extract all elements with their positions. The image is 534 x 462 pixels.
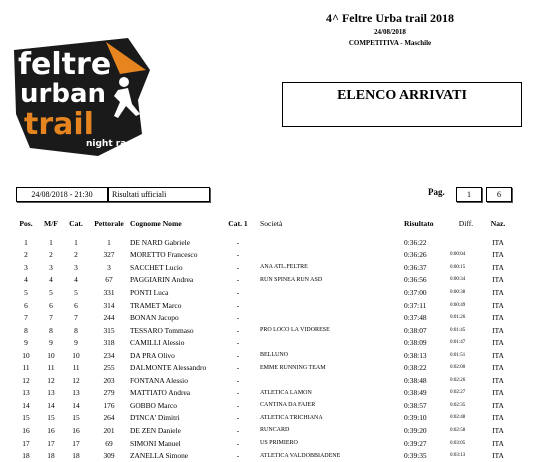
table-row [14,449,514,462]
cell-risultato: 0:36:22 [404,237,427,247]
cell-nome: TRAMET Marco [130,300,182,310]
col-cat: Cat. [69,219,83,228]
cell-societa [260,311,404,324]
table-row [14,374,514,387]
col-naz: Naz. [490,219,506,228]
cell-pettorale: 315 [103,325,115,335]
cell-pos: 8 [24,325,28,335]
cell-cat: 16 [72,425,80,435]
cell-risultato: 0:37:48 [404,313,427,323]
cell-pos: 17 [22,438,30,448]
table-header-row [14,219,514,236]
cell-pos: 6 [24,300,28,310]
cell-cat: 6 [74,300,78,310]
cell-naz: ITA [492,275,504,285]
cell-pettorale: 244 [103,313,115,323]
cell-naz: ITA [492,363,504,373]
cell-societa: US PRIMIERO [260,440,298,447]
cell-mf: 2 [49,250,53,260]
cell-naz: ITA [492,425,504,435]
cell-naz: ITA [492,250,504,260]
cell-nome: D'INCA' Dimitri [130,413,180,423]
cell-cat1: - [236,438,240,448]
cell-cat: 15 [72,413,80,423]
table-row [14,361,514,374]
cell-naz: ITA [492,400,504,410]
cell-risultato: 0:38:07 [404,325,427,335]
cell-cat1: - [236,300,240,310]
cell-societa [260,374,404,387]
col-mf: M/F [44,219,58,228]
table-row [14,249,514,262]
cell-nome: ZANELLA Simone [130,451,189,461]
cell-pettorale: 203 [103,375,115,385]
cell-diff: 0:01:26 [450,315,466,321]
logo-word-trail: trail [24,107,94,142]
cell-nome: SACCHET Lucio [130,262,183,272]
col-pettorale: Pettorale [94,219,124,228]
cell-naz: ITA [492,375,504,385]
cell-mf: 5 [49,287,53,297]
cell-cat: 14 [72,400,80,410]
cell-cat: 13 [72,388,80,398]
cell-risultato: 0:39:20 [404,425,427,435]
table-row [14,349,514,362]
cell-nome: DE ZEN Daniele [130,425,181,435]
cell-pos: 12 [22,375,30,385]
cell-cat: 4 [74,275,78,285]
table-row [14,274,514,287]
cell-mf: 7 [49,313,53,323]
cell-nome: GOBBO Marco [130,400,178,410]
table-row [14,311,514,324]
col-diff: Diff. [458,219,474,228]
cell-diff: 0:03:05 [450,440,466,446]
cell-risultato: 0:37:00 [404,287,427,297]
col-risultato: Risultato [404,219,434,228]
cell-pettorale: 67 [105,275,113,285]
cell-risultato: 0:38:09 [404,338,427,348]
cell-cat: 11 [72,363,80,373]
cell-mf: 1 [49,237,53,247]
table-row [14,412,514,425]
col-cat1: Cat. 1 [228,219,248,228]
cell-mf: 13 [47,388,55,398]
cell-nome: PONTI Luca [130,287,169,297]
cell-risultato: 0:39:35 [404,451,427,461]
cell-cat1: - [236,325,240,335]
cell-pettorale: 331 [103,287,115,297]
cell-societa [260,236,404,249]
cell-naz: ITA [492,413,504,423]
cell-cat: 7 [74,313,78,323]
cell-diff: 0:00:49 [450,302,466,308]
cell-diff: 0:02:27 [450,390,466,396]
cell-pos: 14 [22,400,30,410]
cell-naz: ITA [492,438,504,448]
cell-naz: ITA [492,300,504,310]
cell-cat1: - [236,262,240,272]
cell-risultato: 0:36:56 [404,275,427,285]
cell-naz: ITA [492,262,504,272]
cell-pettorale: 327 [103,250,115,260]
cell-pos: 10 [22,350,30,360]
cell-naz: ITA [492,338,504,348]
cell-cat1: - [236,400,240,410]
table-row [14,424,514,437]
page-total-field: 6 [486,187,512,202]
cell-nome: BONAN Jacopo [130,313,179,323]
cell-diff: 0:00:15 [450,264,466,270]
table-row [14,399,514,412]
cell-societa [260,336,404,349]
cell-cat: 1 [74,237,78,247]
cell-pos: 3 [24,262,28,272]
cell-pettorale: 264 [103,413,115,423]
cell-risultato: 0:38:49 [404,388,427,398]
logo-tagline: night race [86,139,138,149]
table-row [14,261,514,274]
cell-diff: 0:01:47 [450,340,466,346]
cell-mf: 8 [49,325,53,335]
cell-nome: PAGGIARIN Andrea [130,275,194,285]
event-category: COMPETITIVA - Maschile [348,39,432,47]
cell-diff: 0:02:48 [450,415,466,421]
cell-mf: 14 [47,400,55,410]
cell-naz: ITA [492,451,504,461]
cell-cat1: - [236,350,240,360]
cell-pos: 4 [24,275,28,285]
cell-pos: 18 [22,451,30,461]
cell-cat: 3 [74,262,78,272]
cell-pettorale: 69 [105,438,113,448]
cell-diff: 0:01:45 [450,327,466,333]
cell-naz: ITA [492,350,504,360]
table-row [14,299,514,312]
table-row [14,387,514,400]
cell-nome: DE NARD Gabriele [130,237,190,247]
cell-risultato: 0:39:27 [404,438,427,448]
table-row [14,324,514,337]
cell-cat1: - [236,250,240,260]
cell-societa: ANA ATL.FELTRE [260,264,308,271]
event-date: 24/08/2018 [374,28,406,36]
cell-cat1: - [236,287,240,297]
cell-cat1: - [236,425,240,435]
cell-diff: 0:02:00 [450,365,466,371]
cell-cat: 10 [72,350,80,360]
cell-pettorale: 314 [103,300,115,310]
cell-nome: DA PRA Olivo [130,350,175,360]
cell-societa [260,299,404,312]
cell-societa [260,286,404,299]
cell-diff: 0:01:51 [450,352,466,358]
cell-cat1: - [236,338,240,348]
cell-risultato: 0:38:13 [404,350,427,360]
cell-pos: 16 [22,425,30,435]
cell-pettorale: 279 [103,388,115,398]
cell-societa: ATLETICA LAMON [260,389,312,396]
cell-diff: 0:00:34 [450,277,466,283]
cell-pos: 5 [24,287,28,297]
cell-pettorale: 255 [103,363,115,373]
cell-cat: 8 [74,325,78,335]
cell-cat1: - [236,237,240,247]
cell-mf: 17 [47,438,55,448]
cell-cat: 18 [72,451,80,461]
cell-pos: 9 [24,338,28,348]
cell-mf: 16 [47,425,55,435]
cell-diff: 0:02:58 [450,427,466,433]
cell-risultato: 0:38:22 [404,363,427,373]
cell-risultato: 0:38:57 [404,400,427,410]
cell-societa: RUNCARD [260,427,290,434]
cell-cat: 17 [72,438,80,448]
cell-cat: 12 [72,375,80,385]
logo-word-urban: urban [20,79,106,109]
cell-diff: 0:02:26 [450,377,466,383]
cell-cat1: - [236,275,240,285]
cell-naz: ITA [492,287,504,297]
cell-pettorale: 3 [107,262,111,272]
report-title-box [282,82,522,127]
cell-naz: ITA [492,237,504,247]
event-title: 4^ Feltre Urba trail 2018 [325,11,455,25]
datetime-field: 24/08/2018 - 21:30 [16,187,108,202]
cell-mf: 15 [47,413,55,423]
cell-mf: 3 [49,262,53,272]
cell-naz: ITA [492,313,504,323]
cell-naz: ITA [492,388,504,398]
cell-pettorale: 309 [103,451,115,461]
cell-cat: 9 [74,338,78,348]
cell-mf: 4 [49,275,53,285]
cell-pos: 2 [24,250,28,260]
cell-pettorale: 234 [103,350,115,360]
col-nome: Cognome Nome [130,219,182,228]
cell-pos: 11 [22,363,30,373]
page-current-field: 1 [456,187,482,202]
feltre-urban-trail-logo [10,30,160,158]
cell-pos: 1 [24,237,28,247]
cell-pos: 13 [22,388,30,398]
cell-cat1: - [236,313,240,323]
cell-cat: 2 [74,250,78,260]
cell-diff: 0:00:38 [450,289,466,295]
results-table [14,219,514,462]
report-title: ELENCO ARRIVATI [337,88,467,103]
cell-societa: RUN SPINEA RUN ASD [260,276,323,283]
col-pos: Pos. [19,219,33,228]
cell-diff: 0:03:13 [450,453,466,459]
cell-risultato: 0:36:26 [404,250,427,260]
page-label: Pag. [428,187,445,197]
cell-societa: ATLETICA TRICHIANA [260,414,323,421]
cell-mf: 9 [49,338,53,348]
results-type-field: Risultati ufficiali [108,187,210,202]
cell-societa: EMME RUNNING TEAM [260,364,326,371]
cell-pos: 7 [24,313,28,323]
cell-mf: 18 [47,451,55,461]
cell-mf: 11 [47,363,55,373]
cell-nome: SIMONI Manuel [130,438,181,448]
cell-pettorale: 1 [107,237,111,247]
cell-nome: CAMILLI Alessio [130,338,185,348]
cell-nome: DALMONTE Alessandro [130,363,207,373]
cell-cat1: - [236,388,240,398]
cell-risultato: 0:36:37 [404,262,427,272]
cell-cat1: - [236,413,240,423]
table-row [14,236,514,249]
cell-risultato: 0:37:11 [404,300,427,310]
cell-diff: 0:00:04 [450,252,466,258]
cell-diff: 0:02:35 [450,402,466,408]
cell-risultato: 0:38:48 [404,375,427,385]
cell-societa: BELLUNO [260,352,288,359]
cell-societa: ATLETICA VALDOBBIADENE [260,452,341,459]
cell-societa: CANTINA DA FAJER [260,402,316,409]
cell-mf: 6 [49,300,53,310]
cell-cat1: - [236,375,240,385]
cell-risultato: 0:39:10 [404,413,427,423]
cell-societa: PRO LOCO LA VIDORESE [260,327,330,334]
logo-word-feltre: feltre [18,47,112,82]
cell-nome: TESSARO Tommaso [130,325,194,335]
cell-societa [260,249,404,262]
cell-pettorale: 176 [103,400,115,410]
cell-cat1: - [236,363,240,373]
table-row [14,286,514,299]
table-row [14,437,514,450]
cell-cat1: - [236,451,240,461]
cell-mf: 12 [47,375,55,385]
cell-pos: 15 [22,413,30,423]
cell-pettorale: 318 [103,338,115,348]
cell-mf: 10 [47,350,55,360]
col-societa: Società [260,219,283,228]
cell-cat: 5 [74,287,78,297]
cell-nome: MORETTO Francesco [130,250,198,260]
cell-nome: FONTANA Alessio [130,375,188,385]
table-row [14,336,514,349]
cell-naz: ITA [492,325,504,335]
cell-nome: MATTIATO Andrea [130,388,191,398]
cell-diff [450,236,482,249]
cell-pettorale: 201 [103,425,115,435]
